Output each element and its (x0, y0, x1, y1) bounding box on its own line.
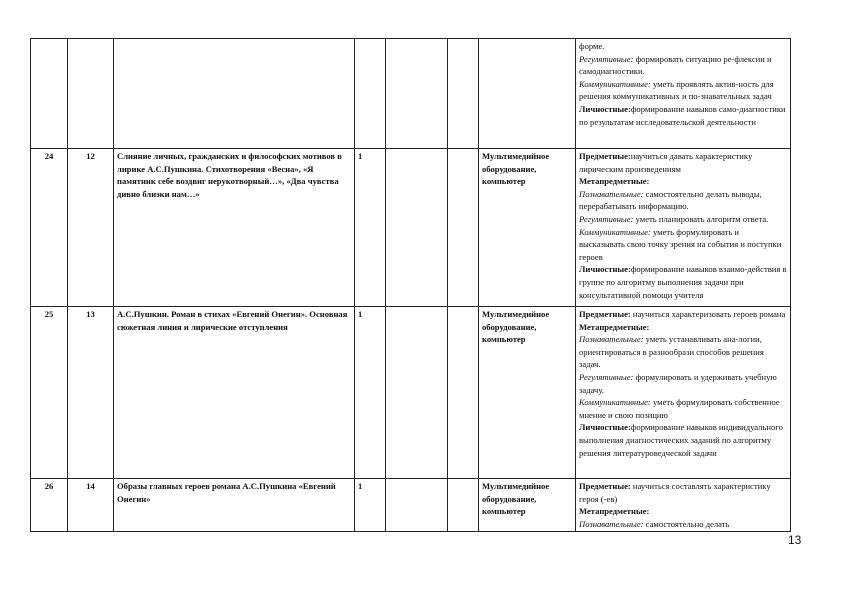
hours-cell (355, 39, 386, 149)
row-number (31, 39, 68, 149)
equipment-cell: Мультимедийное оборудование, компьютер (479, 149, 576, 307)
result-line: Предметные:научиться давать характеристику лирическим произведениям (579, 151, 753, 174)
hours-cell: 1 (355, 149, 386, 307)
result-line: Познавательные: самостоятельно делать выводы, перерабатывать информацию. (579, 188, 762, 212)
hours-cell: 1 (355, 479, 386, 532)
empty-cell (386, 149, 448, 307)
empty-cell (386, 307, 448, 479)
lesson-number: 12 (68, 149, 114, 307)
results-cell (576, 479, 791, 532)
equipment-cell: Мультимедийное оборудование, компьютер (479, 307, 576, 479)
lesson-number: 14 (68, 479, 114, 532)
empty-cell (448, 39, 479, 149)
result-line: Познавательные: самостоятельно делать (579, 518, 730, 529)
result-line: Метапредметные: (579, 506, 650, 517)
result-line: Предметные: научиться характеризовать героев романа (579, 309, 786, 319)
lesson-plan-table (30, 38, 791, 532)
lesson-number: 13 (68, 307, 114, 479)
table-row (31, 307, 791, 479)
result-line: Регулятивные: формировать ситуацию ре-флексии и самодиагностики. (579, 53, 772, 77)
result-line: Регулятивные: уметь планировать алгоритм ответа. (579, 213, 769, 224)
result-line: Коммуникативные: уметь формулировать собственное мнение и свою позицию (579, 397, 780, 420)
row-number: 24 (31, 149, 68, 307)
row-number: 26 (31, 479, 68, 532)
result-line: Коммуникативные: уметь проявлять актив-ность для решения коммуникативных и по-знавательных задач (579, 78, 774, 102)
page-number: 13 (788, 533, 802, 547)
result-line: форме. (579, 41, 605, 51)
result-line: Личностные:формирование навыков взаимо-действия в группе по алгоритму выполнения задачи при консультативной помощи учителя (579, 264, 787, 300)
empty-cell (386, 39, 448, 149)
result-line: Регулятивные: формулировать и удерживать учебную задачу. (579, 371, 777, 395)
results-cell (576, 149, 791, 307)
lesson-number (68, 39, 114, 149)
lesson-topic: Образы главных героев романа А.С.Пушкина «Евгений Онегин» (114, 479, 355, 532)
equipment-cell: Мультимедийное оборудование, компьютер (479, 479, 576, 532)
result-line: Метапредметные: (579, 176, 650, 187)
results-cell (576, 307, 791, 479)
empty-cell (448, 149, 479, 307)
result-line: Коммуникативные: уметь формулировать и высказывать свою точку зрения на события и поступки героев (579, 226, 782, 262)
equipment-cell (479, 39, 576, 149)
row-number: 25 (31, 307, 68, 479)
lesson-topic (114, 39, 355, 149)
table-row (31, 479, 791, 532)
result-line: Предметные: научиться составлять характеристику героя (-ев) (579, 481, 771, 504)
empty-cell (448, 479, 479, 532)
empty-cell (448, 307, 479, 479)
results-cell (576, 39, 791, 149)
result-line: Познавательные: уметь устанавливать ана-логии, ориентироваться в разнообрази способов решения задач. (579, 334, 764, 370)
empty-cell (386, 479, 448, 532)
result-line: Личностные:формирование навыков само-диагностики по результатам исследовательской деятельности (579, 103, 786, 127)
result-line: Метапредметные: (579, 321, 650, 332)
lesson-topic: Слияние личных, гражданских и философских мотивов в лирике А.С.Пушкина. Стихотворения «Весна», «Я памятник себе воздвиг нерукотворный…», «Два чувства дивно близки нам…» (114, 149, 355, 307)
table-row (31, 149, 791, 307)
lesson-topic: А.С.Пушкин. Роман в стихах «Евгений Онегин». Основная сюжетная линия и лирические отступления (114, 307, 355, 479)
hours-cell: 1 (355, 307, 386, 479)
result-line: Личностные:формирование навыков индивидуального выполнения диагностических заданий по алгоритму решения литературоведческой задачи (579, 422, 783, 458)
table-row (31, 39, 791, 149)
